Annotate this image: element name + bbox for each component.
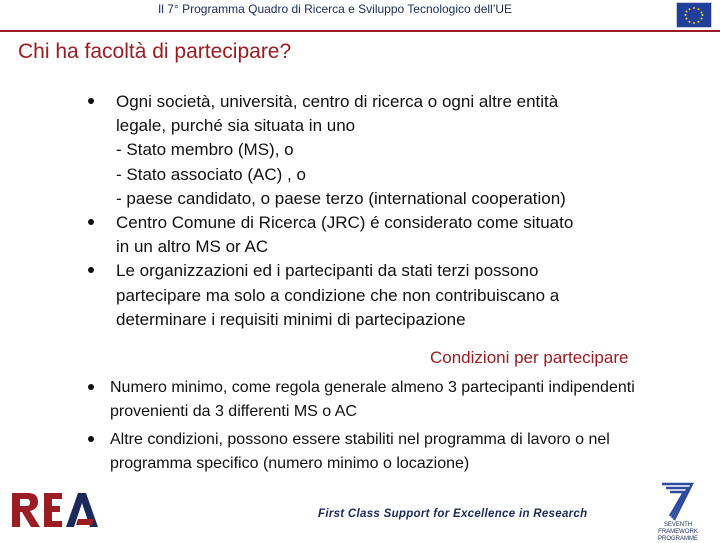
conditions-bullets xyxy=(84,376,704,476)
bullet-dot-1 xyxy=(88,98,94,104)
bullet-2-line-1: Centro Comune di Ricerca (JRC) é considerato come situato xyxy=(116,213,574,233)
bullet-dot-3 xyxy=(88,267,94,273)
cond-bullet-2-line-1: Altre condizioni, possono essere stabiliti nel programma di lavoro o nel xyxy=(110,431,610,448)
bullet-1-line-1: Ogni società, università, centro di ricerca o ogni altre entità xyxy=(116,92,559,111)
bullet-1 xyxy=(116,90,694,211)
cond-bullet-2 xyxy=(110,428,704,476)
footer-slogan: First Class Support for Excellence in Research xyxy=(318,508,588,520)
bullet-dot-2 xyxy=(88,219,94,225)
rea-logo xyxy=(10,487,100,529)
cond-bullet-1-line-2: provenienti da 3 differenti MS o AC xyxy=(110,403,357,420)
bullet-2 xyxy=(116,211,694,259)
bullet-3 xyxy=(116,259,694,332)
header-divider xyxy=(0,30,720,32)
main-bullets xyxy=(84,90,694,332)
cond-bullet-1-line-1: Numero minimo, come regola generale almeno 3 partecipanti indipendenti xyxy=(110,379,635,396)
bullet-3-line-1: Le organizzazioni ed i partecipanti da stati terzi possono xyxy=(116,261,539,281)
cond-bullet-dot-2 xyxy=(88,436,94,442)
slide-title: Chi ha facoltà di partecipare? xyxy=(18,40,292,63)
bullet-3-line-3: determinare i requisiti minimi di partecipazione xyxy=(116,309,466,329)
bullet-1-line-5: - paese candidato, o paese terzo (international cooperation) xyxy=(116,188,566,208)
cond-bullet-1 xyxy=(110,376,704,424)
fp7-label: SEVENTH FRAMEWORK PROGRAMME xyxy=(657,522,698,542)
bullet-3-line-2: partecipare ma solo a condizione che non contribuiscano a xyxy=(116,285,560,305)
bullet-1-line-3: - Stato membro (MS), o xyxy=(116,140,294,160)
header-text: Il 7° Programma Quadro di Ricerca e Sviluppo Tecnologico dell’UE xyxy=(157,2,513,16)
header-bar xyxy=(0,0,720,32)
cond-bullet-2-line-2: programma specifico (numero minimo o locazione) xyxy=(110,455,470,472)
bullet-1-line-4: - Stato associato (AC) , o xyxy=(116,164,306,184)
bullet-1-line-2: legale, purché sia situata in uno xyxy=(116,116,356,136)
conditions-title: Condizioni per partecipare xyxy=(430,348,629,367)
bullet-2-line-2: in un altro MS or AC xyxy=(116,237,269,257)
eu-flag-icon xyxy=(676,2,712,28)
cond-bullet-dot-1 xyxy=(88,384,94,390)
